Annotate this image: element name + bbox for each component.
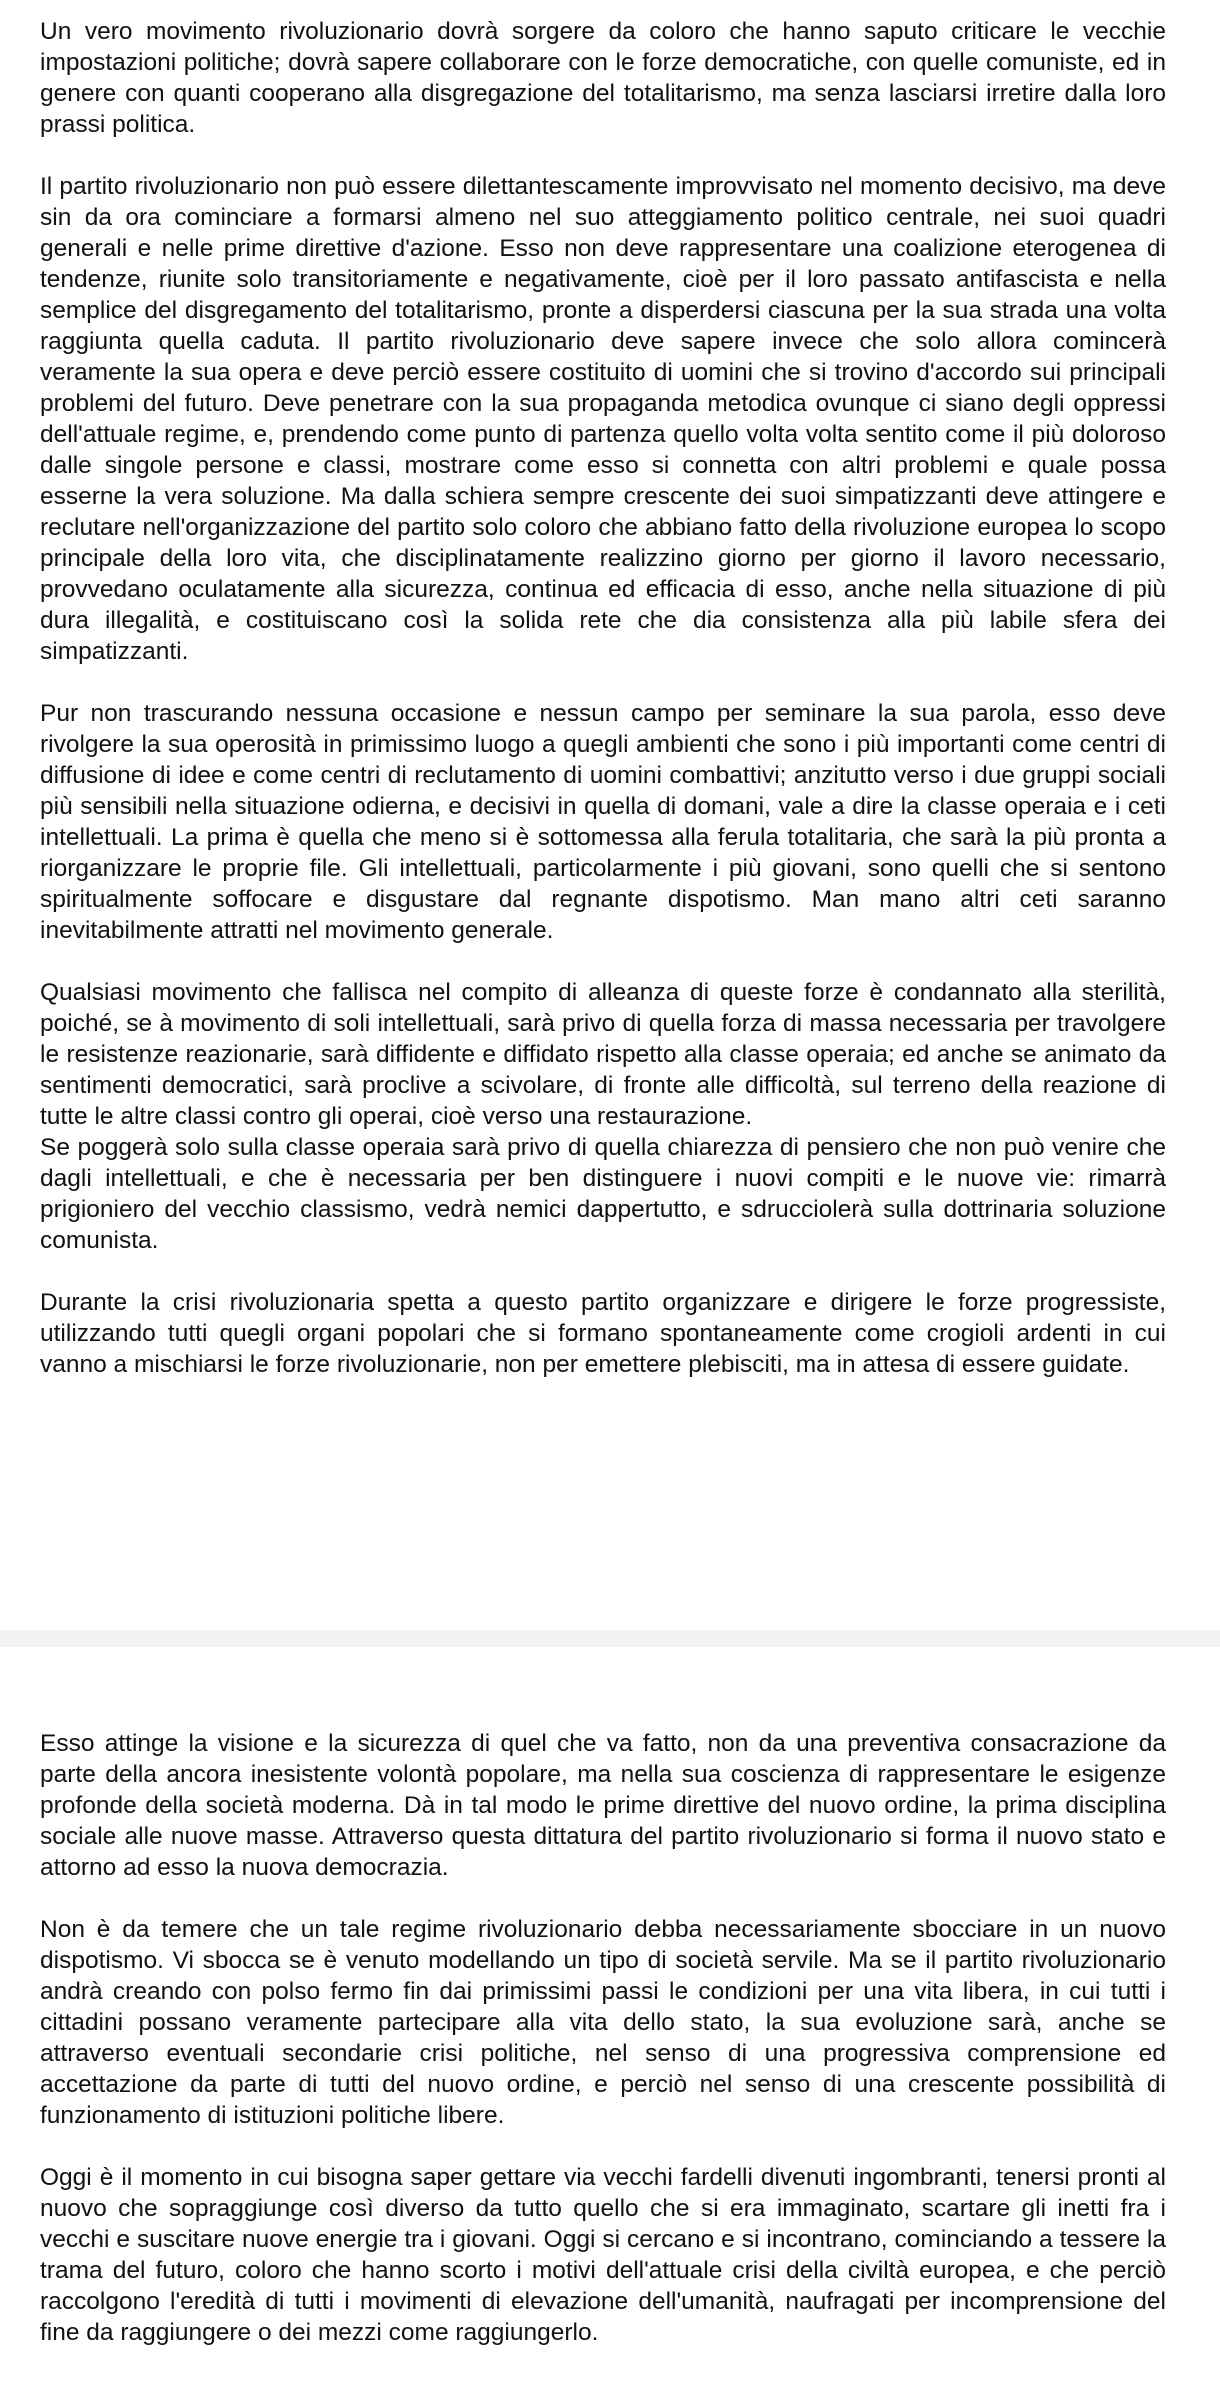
- paragraph-2: Il partito rivoluzionario non può essere dilettantescamente improvvisato nel momento decisivo, ma deve sin da ora cominciare a formarsi almeno nel suo atteggiamento politico centrale, nei suoi quadri generali e nelle prime direttive d'azione. Esso non deve rappresentare una coalizione eterogenea di tendenze, riunite solo transitoriamente e negativamente, cioè per il loro passato antifascista e nella semplice del disgregamento del totalitarismo, pronte a disperdersi ciascuna per la sua strada una volta raggiunta quella caduta. Il partito rivoluzionario deve sapere invece che solo allora comincerà veramente la sua opera e deve perciò essere costituito di uomini che si trovino d'accordo sui principali problemi del futuro. Deve penetrare con la sua propaganda metodica ovunque ci siano degli oppressi dell'attuale regime, e, prendendo come punto di partenza quello volta volta sentito come il più doloroso dalle singole persone e classi, mostrare come esso si connetta con altri problemi e quale possa esserne la vera soluzione. Ma dalla schiera sempre crescente dei suoi simpatizzanti deve attingere e reclutare nell'organizzazione del partito solo coloro che abbiano fatto della rivoluzione europea lo scopo principale della loro vita, che disciplinatamente realizzino giorno per giorno il lavoro necessario, provvedano oculatamente alla sicurezza, continua ed efficacia di esso, anche nella situazione di più dura illegalità, e costituiscano così la solida rete che dia consistenza alla più labile sfera dei simpatizzanti.: [40, 173, 1166, 665]
- text-column: [40, 16, 1166, 1411]
- paragraph-4: Qualsiasi movimento che fallisca nel compito di alleanza di queste forze è condannato alla sterilità, poiché, se à movimento di soli intellettuali, sarà privo di quella forza di massa necessaria per travolgere le resistenze reazionarie, sarà diffidente e diffidato rispetto alla classe operaia; ed anche se animato da sentimenti democratici, sarà proclive a scivolare, di fronte alle difficoltà, sul terreno della reazione di tutte le altre classi contro gli operai, cioè verso una restaurazione.: [40, 979, 1166, 1130]
- paragraph-1: Un vero movimento rivoluzionario dovrà sorgere da coloro che hanno saputo criticare le vecchie impostazioni politiche; dovrà sapere collaborare con le forze democratiche, con quelle comuniste, ed in genere con quanti cooperano alla disgregazione del totalitarismo, ma senza lasciarsi irretire dalla loro prassi politica.: [40, 18, 1166, 138]
- document-page-2: [0, 1647, 1220, 2398]
- paragraph-5: Se poggerà solo sulla classe operaia sarà privo di quella chiarezza di pensiero che non può venire che dagli intellettuali, e che è necessaria per ben distinguere i nuovi compiti e le nuove vie: rimarrà prigioniero del vecchio classismo, vedrà nemici dappertutto, e sdrucciolerà sulla dottrinaria soluzione comunista.: [40, 1134, 1166, 1254]
- page-separator: [0, 1630, 1220, 1647]
- paragraph-9: Oggi è il momento in cui bisogna saper gettare via vecchi fardelli divenuti ingombranti, tenersi pronti al nuovo che sopraggiunge così diverso da tutto quello che si era immaginato, scartare gli inetti fra i vecchi e suscitare nuove energie tra i giovani. Oggi si cercano e si incontrano, cominciando a tessere la trama del futuro, coloro che hanno scorto i motivi dell'attuale crisi della civiltà europea, e che perciò raccolgono l'eredità di tutti i movimenti di elevazione dell'umanità, naufragati per incomprensione del fine da raggiungere o dei mezzi come raggiungerlo.: [40, 2164, 1166, 2346]
- paragraph-8: Non è da temere che un tale regime rivoluzionario debba necessariamente sbocciare in un nuovo dispotismo. Vi sbocca se è venuto modellando un tipo di società servile. Ma se il partito rivoluzionario andrà creando con polso fermo fin dai primissimi passi le condizioni per una vita libera, in cui tutti i cittadini possano veramente partecipare alla vita dello stato, la sua evoluzione sarà, anche se attraverso eventuali secondarie crisi politiche, nel senso di una progressiva comprensione ed accettazione da parte di tutti del nuovo ordine, e perciò nel senso di una crescente possibilità di funzionamento di istituzioni politiche libere.: [40, 1916, 1166, 2129]
- text-column: [40, 1728, 1166, 2379]
- paragraph-7: Esso attinge la visione e la sicurezza di quel che va fatto, non da una preventiva consacrazione da parte della ancora inesistente volontà popolare, ma nella sua coscienza di rappresentare le esigenze profonde della società moderna. Dà in tal modo le prime direttive del nuovo ordine, la prima disciplina sociale alle nuove masse. Attraverso questa dittatura del partito rivoluzionario si forma il nuovo stato e attorno ad esso la nuova democrazia.: [40, 1730, 1166, 1881]
- paragraph-3: Pur non trascurando nessuna occasione e nessun campo per seminare la sua parola, esso deve rivolgere la sua operosità in primissimo luogo a quegli ambienti che sono i più importanti come centri di diffusione di idee e come centri di reclutamento di uomini combattivi; anzitutto verso i due gruppi sociali più sensibili nella situazione odierna, e decisivi in quella di domani, vale a dire la classe operaia e i ceti intellettuali. La prima è quella che meno si è sottomessa alla ferula totalitaria, che sarà la più pronta a riorganizzare le proprie file. Gli intellettuali, particolarmente i più giovani, sono quelli che si sentono spiritualmente soffocare e disgustare dal regnante dispotismo. Man mano altri ceti saranno inevitabilmente attratti nel movimento generale.: [40, 700, 1166, 944]
- paragraph-6: Durante la crisi rivoluzionaria spetta a questo partito organizzare e dirigere le forze progressiste, utilizzando tutti quegli organi popolari che si formano spontaneamente come crogioli ardenti in cui vanno a mischiarsi le forze rivoluzionarie, non per emettere plebisciti, ma in attesa di essere guidate.: [40, 1289, 1166, 1378]
